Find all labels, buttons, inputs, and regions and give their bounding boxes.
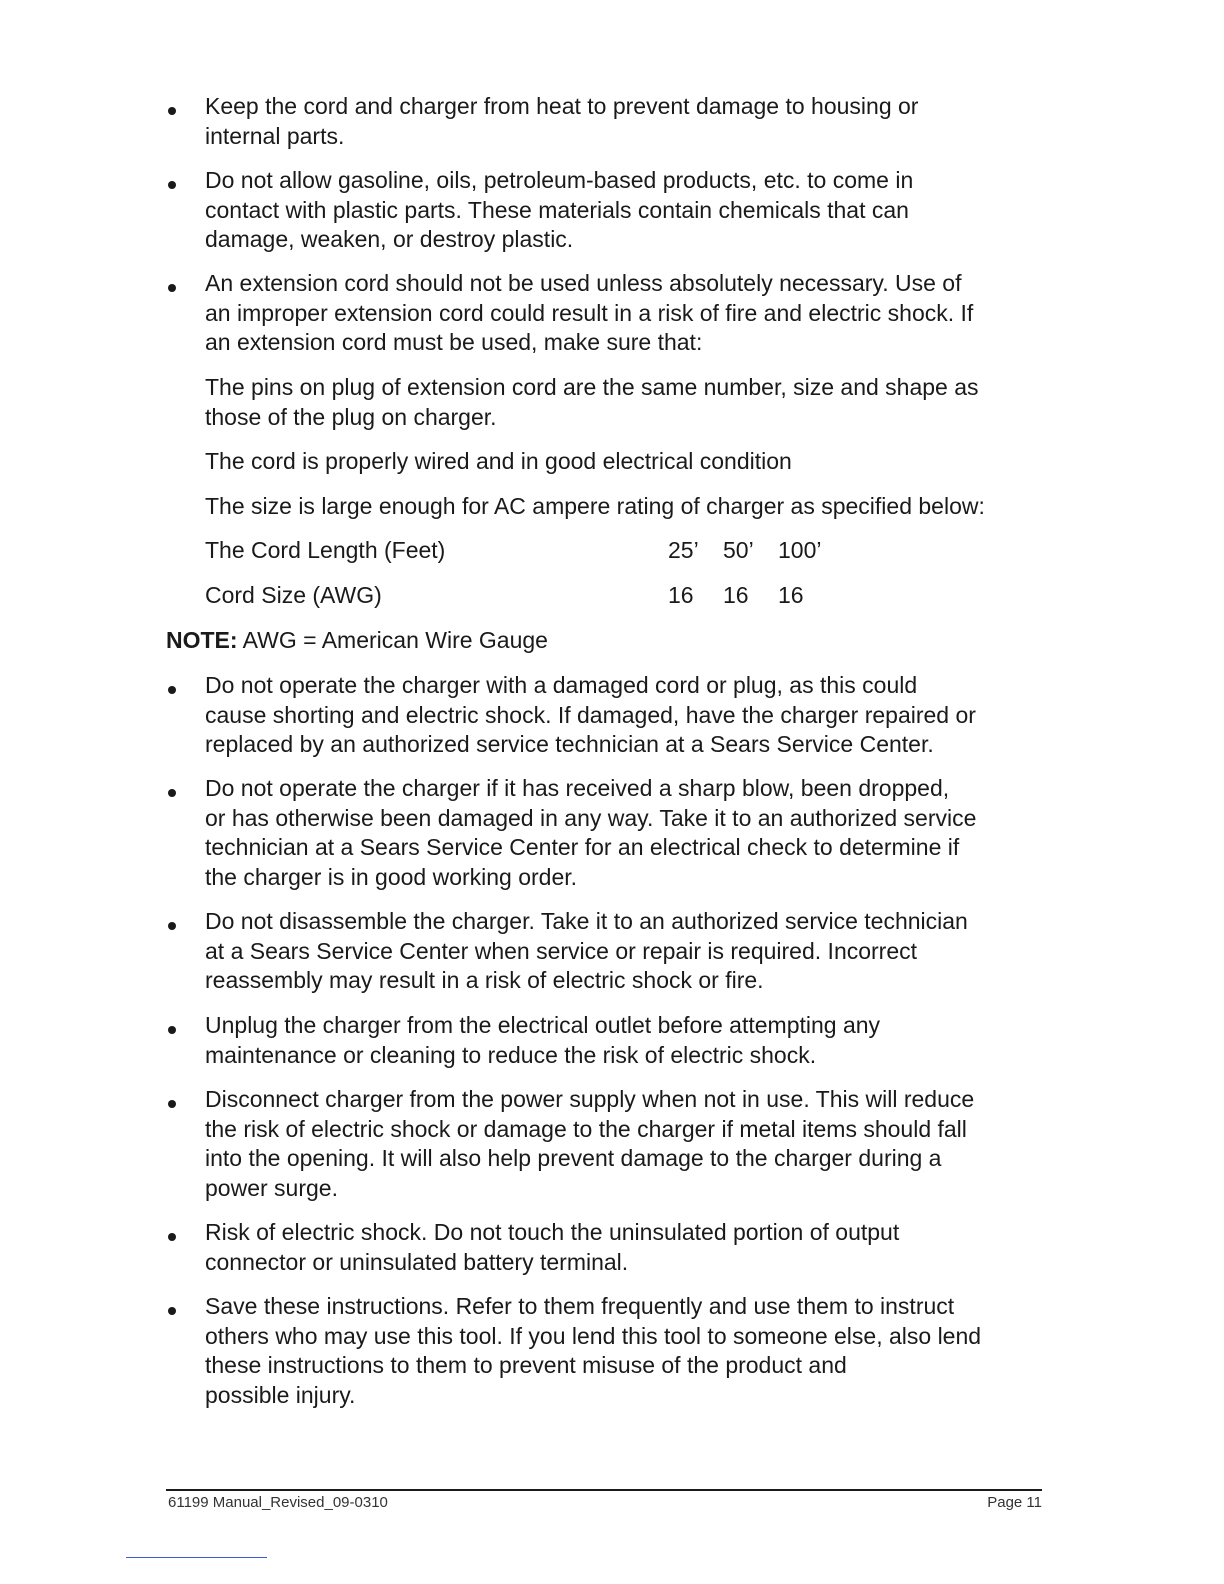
cord-length-value: 50’ [723,537,754,563]
footer-document-id: 61199 Manual_Revised_09-0310 [168,1494,388,1511]
cord-size-row [205,581,905,611]
bullet-text: Save these instructions. Refer to them frequently and use them to instruct others who may use this tool. If you lend this tool to someone else, also lend these instructions to them to prevent misuse of the product and possible injury. [205,1293,982,1408]
bullet-dot-icon [168,181,176,189]
scan-mark [126,1557,267,1558]
bullet-text: Do not disassemble the charger. Take it to an authorized service technician at a Sears Service Center when service or repair is required. Incorrect reassembly may result in a risk of electric shock or fire. [205,908,968,993]
bullet-text: Keep the cord and charger from heat to prevent damage to housing or internal parts. [205,93,919,149]
footer-divider [166,1489,1042,1491]
cord-length-value: 100’ [778,537,822,563]
bullet-dot-icon [168,107,176,115]
cord-length-value: 25’ [668,537,699,563]
bullet-dot-icon [168,1233,176,1241]
cord-size-label: Cord Size (AWG) [205,582,382,608]
bullet-dot-icon [168,686,176,694]
bullet-dot-icon [168,922,176,930]
cord-length-row [205,536,905,566]
footer-page-number: Page 11 [987,1494,1042,1511]
bullet-text: Do not operate the charger with a damaged cord or plug, as this could cause shorting and electric shock. If damaged, have the charger repaired or replaced by an authorized service technician at a Sears Service Center. [205,672,976,757]
bullet-text: Risk of electric shock. Do not touch the uninsulated portion of output connector or uninsulated battery terminal. [205,1219,900,1275]
cord-size-value: 16 [778,582,804,608]
bullet-dot-icon [168,1100,176,1108]
bullet-text: Unplug the charger from the electrical outlet before attempting any maintenance or cleaning to reduce the risk of electric shock. [205,1012,881,1068]
condition-wired: The cord is properly wired and in good electrical condition [205,448,792,474]
bullet-text: Disconnect charger from the power supply when not in use. This will reduce the risk of electric shock or damage to the charger if metal items should fall into the opening. It will also help prevent damage to the charger during a power surge. [205,1086,975,1201]
note-label: NOTE: [166,627,238,653]
note-text: AWG = American Wire Gauge [237,627,548,653]
bullet-dot-icon [168,284,176,292]
bullet-text: An extension cord should not be used unless absolutely necessary. Use of an improper extension cord could result in a risk of fire and electric shock. If an extension cord must be used, make sure that: [205,270,974,355]
bullet-text: Do not allow gasoline, oils, petroleum-based products, etc. to come in contact with plastic parts. These materials contain chemicals that can damage, weaken, or destroy plastic. [205,167,914,252]
bullet-text: Do not operate the charger if it has received a sharp blow, been dropped, or has otherwise been damaged in any way. Take it to an authorized service technician at a Sears Service Center for an electrical check to determine if the charger is in good working order. [205,775,977,890]
cord-size-value: 16 [723,582,749,608]
bullet-dot-icon [168,789,176,797]
cord-length-label: The Cord Length (Feet) [205,537,446,563]
note [166,626,548,656]
bullet-dot-icon [168,1026,176,1034]
bullet-dot-icon [168,1307,176,1315]
condition-pins: The pins on plug of extension cord are the same number, size and shape as those of the plug on charger. [205,374,979,430]
cord-size-value: 16 [668,582,694,608]
condition-size: The size is large enough for AC ampere rating of charger as specified below: [205,493,985,519]
